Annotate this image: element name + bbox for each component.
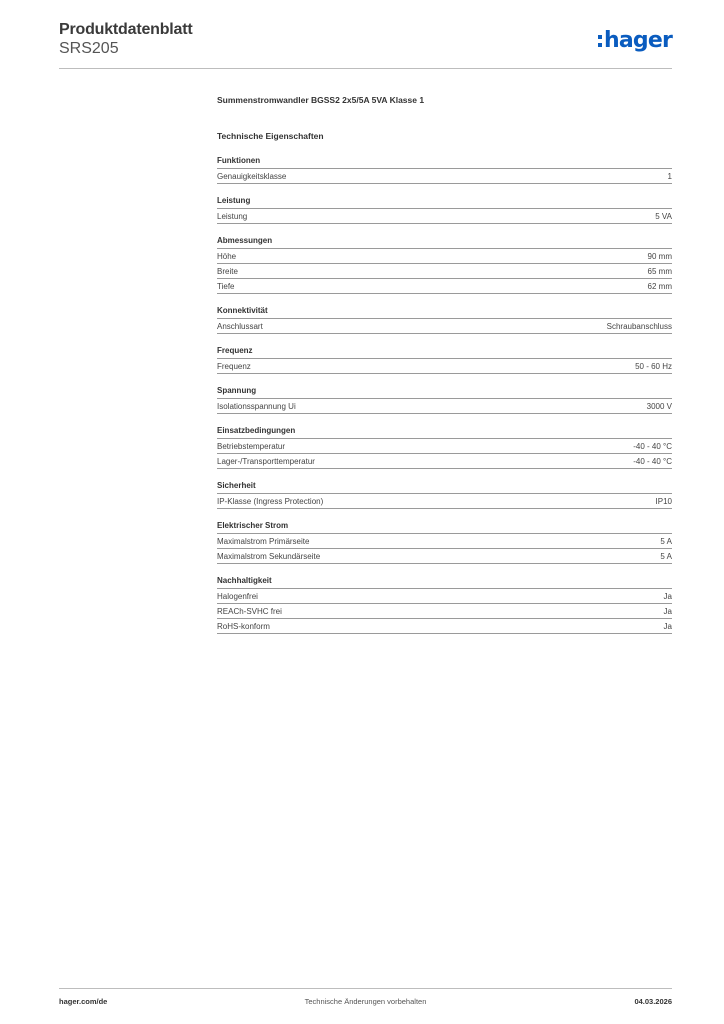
- group-title: Nachhaltigkeit: [217, 575, 672, 589]
- property-group: [217, 235, 672, 294]
- property-value: 65 mm: [647, 266, 672, 276]
- property-row: [217, 399, 672, 414]
- property-label: Isolationsspannung Ui: [217, 401, 296, 411]
- property-label: Anschlussart: [217, 321, 263, 331]
- property-value: Ja: [663, 621, 672, 631]
- group-title: Leistung: [217, 195, 672, 209]
- footer-date: 04.03.2026: [634, 997, 672, 1006]
- property-groups: [217, 155, 672, 634]
- property-value: Ja: [663, 591, 672, 601]
- document-title: Produktdatenblatt: [59, 21, 193, 38]
- property-row: [217, 264, 672, 279]
- property-value: 90 mm: [647, 251, 672, 261]
- property-label: Tiefe: [217, 281, 235, 291]
- property-row: [217, 249, 672, 264]
- property-row: [217, 454, 672, 469]
- property-group: [217, 385, 672, 414]
- property-group: [217, 480, 672, 509]
- property-label: Leistung: [217, 211, 248, 221]
- property-label: IP-Klasse (Ingress Protection): [217, 496, 324, 506]
- property-group: [217, 425, 672, 469]
- page-header: [59, 20, 672, 58]
- property-row: [217, 359, 672, 374]
- property-row: [217, 494, 672, 509]
- property-label: Breite: [217, 266, 238, 276]
- logo-wordmark: hager: [603, 28, 672, 53]
- property-group: [217, 155, 672, 184]
- property-group: [217, 195, 672, 224]
- hager-logo: [598, 28, 672, 54]
- property-label: Genauigkeitsklasse: [217, 171, 287, 181]
- property-label: REACh-SVHC frei: [217, 606, 282, 616]
- property-group: [217, 305, 672, 334]
- property-row: [217, 549, 672, 564]
- group-title: Elektrischer Strom: [217, 520, 672, 534]
- property-label: Halogenfrei: [217, 591, 258, 601]
- group-title: Konnektivität: [217, 305, 672, 319]
- group-title: Sicherheit: [217, 480, 672, 494]
- property-value: 50 - 60 Hz: [635, 361, 672, 371]
- property-label: Frequenz: [217, 361, 251, 371]
- property-label: Betriebstemperatur: [217, 441, 286, 451]
- property-row: [217, 319, 672, 334]
- group-title: Abmessungen: [217, 235, 672, 249]
- product-title: Summenstromwandler BGSS2 2x5/5A 5VA Klasse 1: [217, 95, 425, 105]
- property-value: 3000 V: [646, 401, 672, 411]
- property-label: Maximalstrom Primärseite: [217, 536, 310, 546]
- property-row: [217, 534, 672, 549]
- property-value: 5 VA: [655, 211, 672, 221]
- property-row: [217, 589, 672, 604]
- property-value: 5 A: [660, 536, 672, 546]
- property-value: 62 mm: [647, 281, 672, 291]
- property-row: [217, 619, 672, 634]
- property-group: [217, 520, 672, 564]
- group-title: Funktionen: [217, 155, 672, 169]
- group-title: Spannung: [217, 385, 672, 399]
- property-label: Maximalstrom Sekundärseite: [217, 551, 321, 561]
- footer-website-link[interactable]: hager.com/de: [59, 997, 108, 1006]
- group-title: Frequenz: [217, 345, 672, 359]
- property-row: [217, 279, 672, 294]
- section-title: Technische Eigenschaften: [217, 131, 324, 141]
- property-value: Schraubanschluss: [606, 321, 672, 331]
- property-label: Höhe: [217, 251, 237, 261]
- property-value: IP10: [655, 496, 672, 506]
- property-row: [217, 169, 672, 184]
- property-label: Lager-/Transporttemperatur: [217, 456, 315, 466]
- property-value: -40 - 40 °C: [633, 441, 672, 451]
- group-title: Einsatzbedingungen: [217, 425, 672, 439]
- property-value: 1: [667, 171, 672, 181]
- header-divider: [59, 68, 672, 69]
- property-group: [217, 345, 672, 374]
- footer-disclaimer: Technische Änderungen vorbehalten: [304, 997, 427, 1006]
- footer-divider: [59, 988, 672, 989]
- property-value: 5 A: [660, 551, 672, 561]
- page-footer: [59, 997, 672, 1009]
- product-code: SRS205: [59, 40, 119, 57]
- property-value: Ja: [663, 606, 672, 616]
- logo-dots-icon: [598, 35, 602, 47]
- datasheet-content: [217, 94, 672, 645]
- property-group: [217, 575, 672, 634]
- property-label: RoHS-konform: [217, 621, 270, 631]
- property-row: [217, 604, 672, 619]
- property-row: [217, 209, 672, 224]
- property-row: [217, 439, 672, 454]
- property-value: -40 - 40 °C: [633, 456, 672, 466]
